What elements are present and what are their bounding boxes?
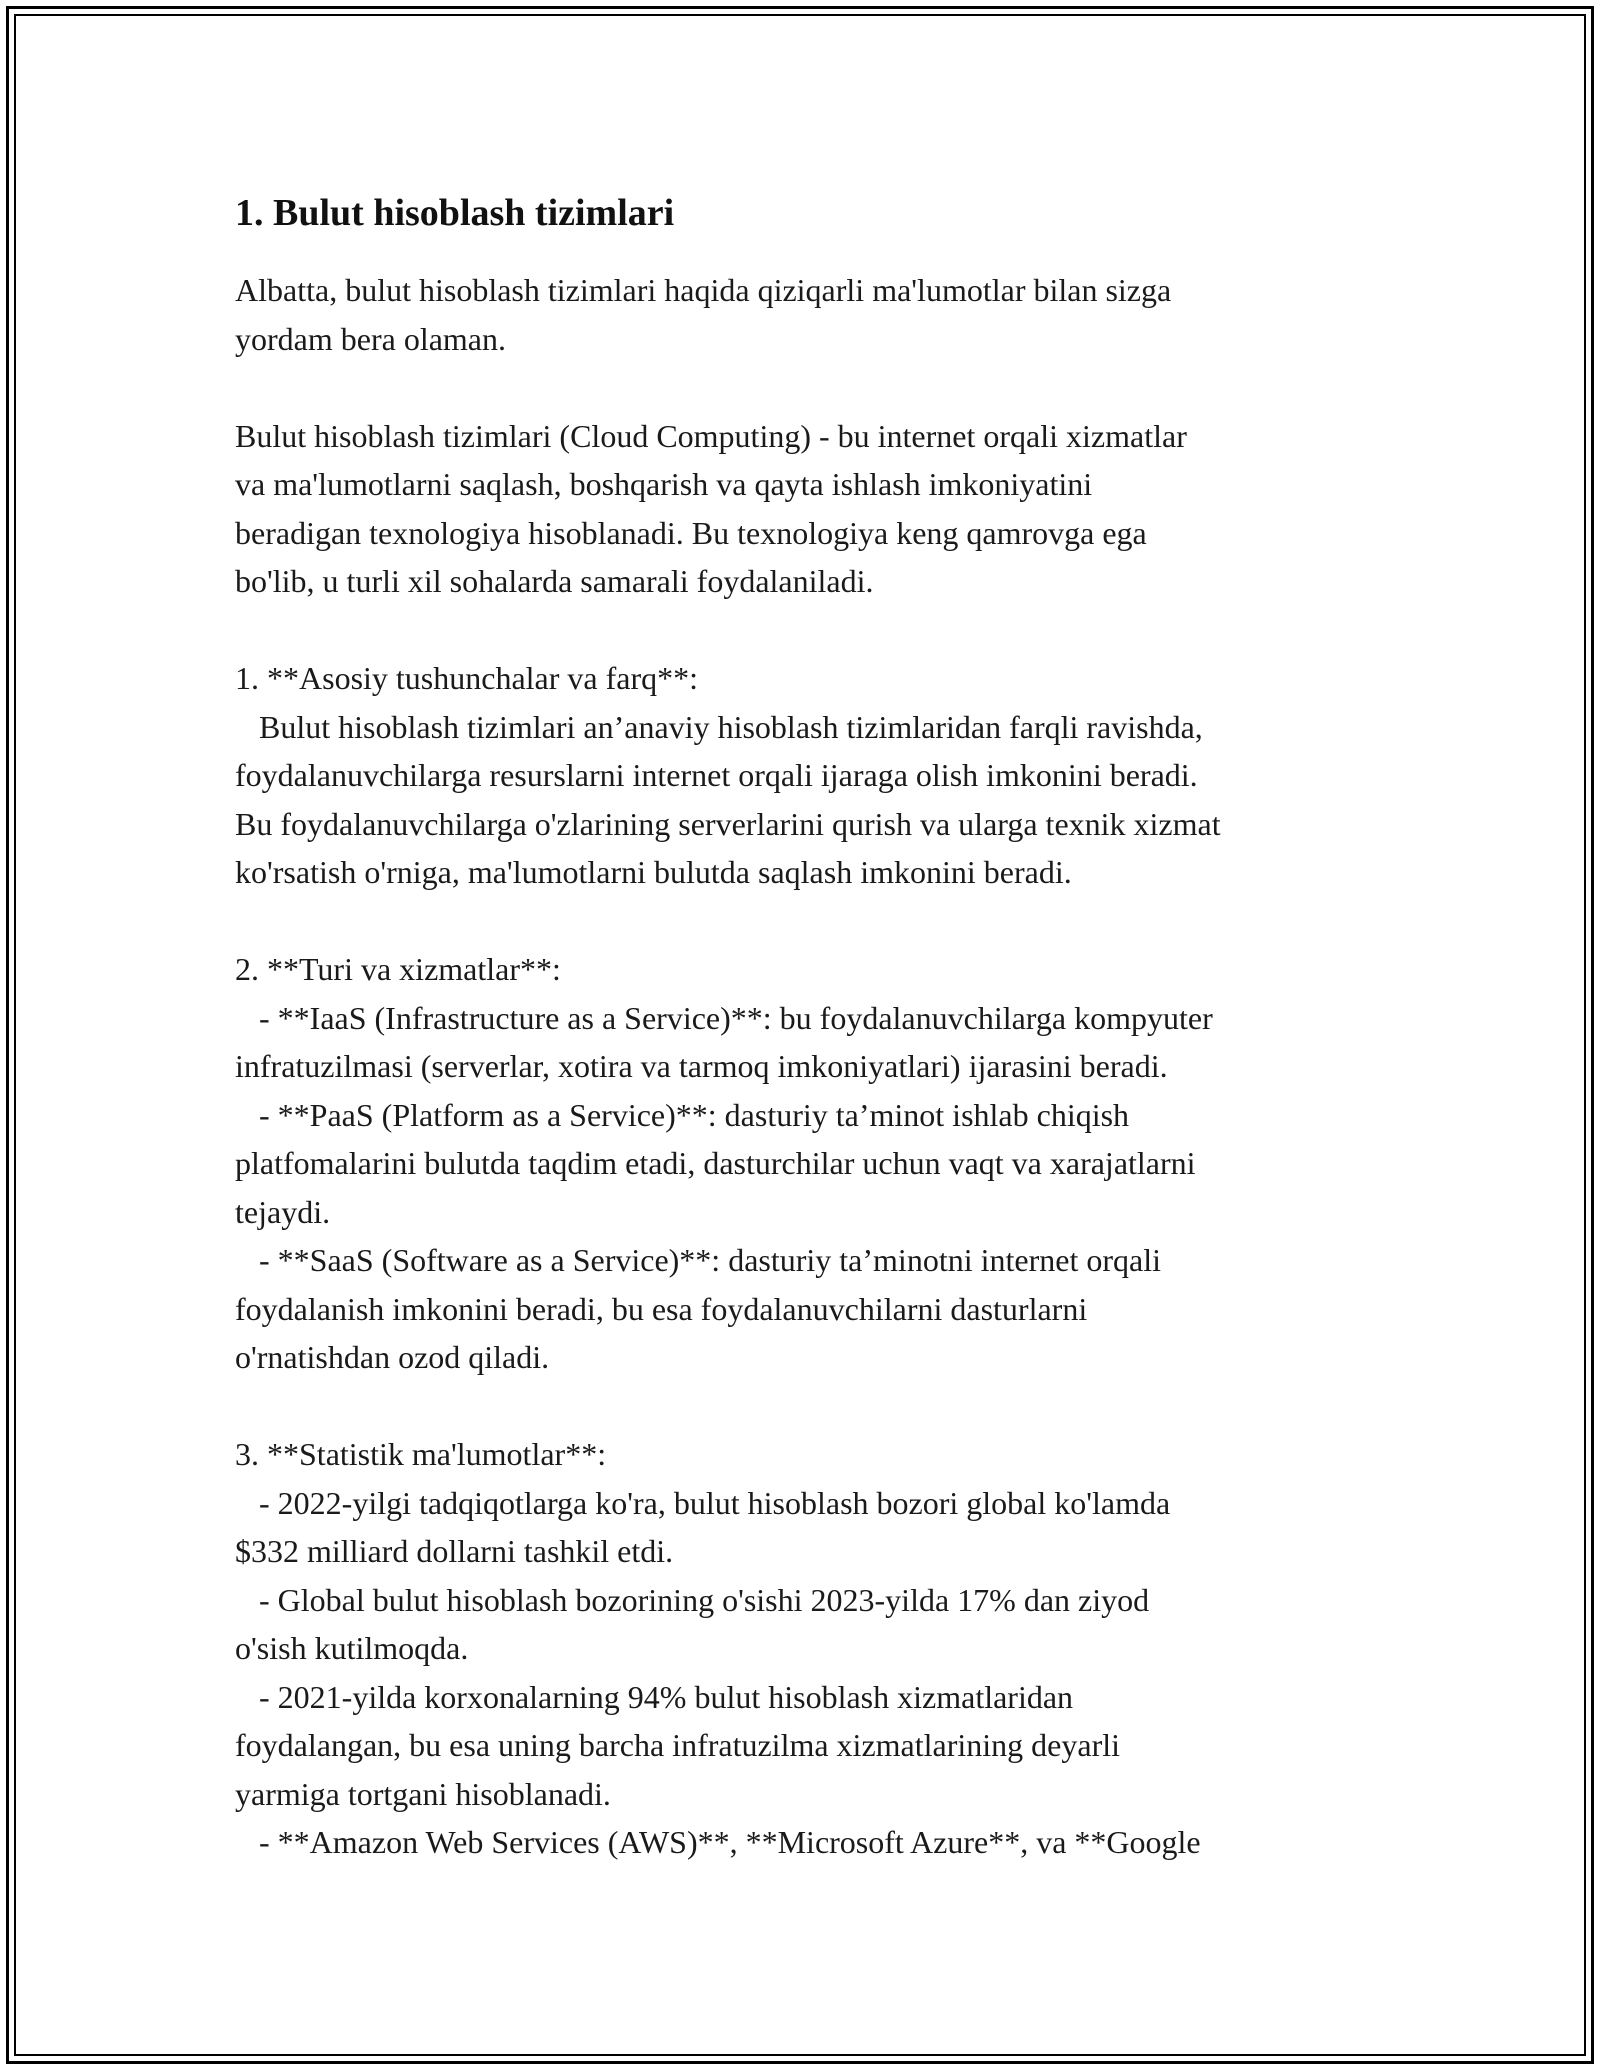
paragraph-gap [235, 1382, 1395, 1431]
intro-paragraph: Albatta, bulut hisoblash tizimlari haqida qiziqarli ma'lumotlar bilan sizga yordam bera olaman. [235, 272, 1172, 357]
section-statistics: 3. **Statistik ma'lumotlar**: - 2022-yilgi tadqiqotlarga ko'ra, bulut hisoblash bozori global ko'lamda $332 milliard dollarni tashkil etdi. - Global bulut hisoblash bozorining o'sishi 2023-yilda 17% dan ziyod o'sish kutilmoqda. - 2021-yilda korxonalarning 94% bulut hisoblash xizmatlaridan foydalangan, bu esa uning barcha infratuzilma xizmatlarining deyarli yarmiga tortgani hisoblanadi. - **Amazon Web Services (AWS)**, **Microsoft Azure**, va **Google [235, 1436, 1201, 1860]
section-basic-concepts: 1. **Asosiy tushunchalar va farq**: Bulut hisoblash tizimlari an’anaviy hisoblash tizimlaridan farqli ravishda, foydalanuvchilarga resurslarni internet orqali ijaraga olish imkonini beradi. Bu foydalanuvchilarga o'zlarining serverlarini qurish va ularga texnik xizmat ko'rsatish o'rniga, ma'lumotlarni bulutda saqlash imkonini beradi. [235, 660, 1221, 890]
paragraph-gap [235, 363, 1395, 412]
section-types-services: 2. **Turi va xizmatlar**: - **IaaS (Infrastructure as a Service)**: bu foydalanuvchilarga kompyuter infratuzilmasi (serverlar, xotira va tarmoq imkoniyatlari) ijarasini beradi. - **PaaS (Platform as a Service)**: dasturiy ta’minot ishlab chiqish platfomalarini bulutda taqdim etadi, dasturchilar uchun vaqt va xarajatlarni tejaydi. - **SaaS (Software as a Service)**: dasturiy ta’minotni internet orqali foydalanish imkonini beradi, bu esa foydalanuvchilarni dasturlarni o'rnatishdan ozod qiladi. [235, 951, 1213, 1375]
definition-paragraph: Bulut hisoblash tizimlari (Cloud Computing) - bu internet orqali xizmatlar va ma'lumotlarni saqlash, boshqarish va qayta ishlash imkoniyatini beradigan texnologiya hisoblanadi. Bu texnologiya keng qamrovga ega bo'lib, u turli xil sohalarda samarali foydalaniladi. [235, 417, 1187, 599]
document-title: 1. Bulut hisoblash tizimlari [235, 192, 675, 234]
document-body [235, 188, 1395, 1867]
paragraph-gap [235, 897, 1395, 946]
paragraph-gap [235, 606, 1395, 655]
